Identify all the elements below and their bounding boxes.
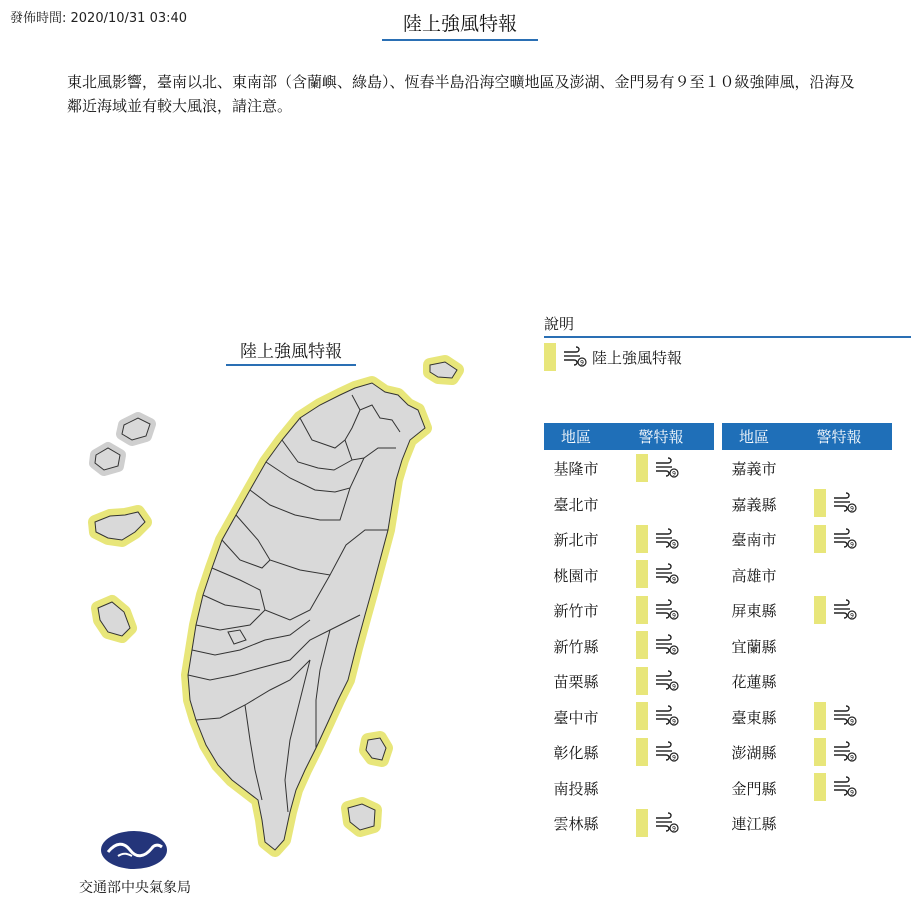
warning-indicator — [786, 525, 858, 553]
region-name: 嘉義縣 — [731, 495, 777, 514]
strong-wind-icon — [832, 599, 858, 621]
table-row — [544, 592, 714, 628]
table-row — [722, 628, 892, 664]
strong-wind-icon — [654, 705, 680, 727]
strong-wind-icon — [832, 705, 858, 727]
svg-text:9: 9 — [850, 505, 854, 513]
warning-indicator — [608, 738, 680, 766]
warning-swatch — [636, 631, 648, 659]
strong-wind-icon — [654, 670, 680, 692]
warning-swatch — [814, 525, 826, 553]
table-row — [722, 770, 892, 806]
column-header-area: 地區 — [560, 428, 591, 446]
svg-text:9: 9 — [850, 789, 854, 797]
warning-swatch — [814, 738, 826, 766]
warning-indicator — [786, 702, 858, 730]
table-row — [722, 734, 892, 770]
region-name: 宜蘭縣 — [731, 637, 777, 656]
legend-item — [544, 343, 682, 371]
strong-wind-icon — [832, 741, 858, 763]
warning-swatch — [636, 560, 648, 588]
svg-text:9: 9 — [672, 647, 676, 655]
region-name: 屏東縣 — [731, 602, 777, 621]
region-name: 嘉義市 — [731, 460, 777, 479]
table-row — [722, 450, 892, 486]
legend-heading: 說明 — [544, 313, 911, 338]
table-row — [722, 486, 892, 522]
strong-wind-icon — [654, 599, 680, 621]
region-name: 彰化縣 — [553, 744, 599, 763]
warning-indicator — [786, 773, 858, 801]
region-name: 新竹市 — [553, 602, 599, 621]
svg-text:9: 9 — [672, 754, 676, 762]
region-table-right — [722, 423, 892, 841]
table-row — [722, 557, 892, 593]
warning-swatch — [814, 596, 826, 624]
warning-indicator — [786, 738, 858, 766]
svg-text:9: 9 — [672, 612, 676, 620]
svg-text:9: 9 — [672, 718, 676, 726]
legend-label: 陸上強風特報 — [592, 348, 683, 367]
svg-text:9: 9 — [850, 754, 854, 762]
table-row — [722, 699, 892, 735]
table-row — [544, 699, 714, 735]
strong-wind-icon — [832, 776, 858, 798]
strong-wind-icon — [654, 457, 680, 479]
table-row — [544, 770, 714, 806]
warning-description: 東北風影響，臺南以北、東南部（含蘭嶼、綠島）、恆春半島沿海空曠地區及澎湖、金門易有９至１０級強陣風，沿海及鄰近海域並有較大風浪，請注意。 — [67, 73, 855, 115]
table-row — [722, 521, 892, 557]
region-name: 金門縣 — [731, 779, 777, 798]
region-name: 臺北市 — [553, 495, 599, 514]
strong-wind-icon — [832, 528, 858, 550]
region-name: 新竹縣 — [553, 637, 599, 656]
warning-swatch — [814, 489, 826, 517]
warning-indicator — [608, 702, 680, 730]
table-row — [544, 734, 714, 770]
svg-text:9: 9 — [672, 576, 676, 584]
region-name: 臺南市 — [731, 531, 777, 550]
warning-indicator — [608, 525, 680, 553]
table-row — [722, 805, 892, 841]
region-name: 基隆市 — [553, 460, 599, 479]
warning-indicator — [786, 596, 858, 624]
warning-indicator — [786, 489, 858, 517]
svg-text:9: 9 — [580, 359, 584, 367]
warning-swatch — [636, 596, 648, 624]
warning-swatch — [636, 454, 648, 482]
warning-swatch — [636, 667, 648, 695]
table-row — [544, 557, 714, 593]
warning-swatch — [544, 343, 556, 371]
region-name: 臺中市 — [553, 708, 599, 727]
table-row — [544, 486, 714, 522]
region-name: 新北市 — [553, 531, 599, 550]
warning-indicator — [608, 560, 680, 588]
region-name: 連江縣 — [731, 815, 777, 834]
warning-swatch — [636, 702, 648, 730]
strong-wind-icon — [654, 528, 680, 550]
table-row — [544, 663, 714, 699]
table-row — [544, 628, 714, 664]
region-name: 臺東縣 — [731, 708, 777, 727]
strong-wind-icon — [654, 634, 680, 656]
column-header-warning: 警特報 — [638, 428, 684, 446]
strong-wind-icon — [562, 346, 588, 368]
warning-swatch — [636, 809, 648, 837]
svg-text:9: 9 — [672, 541, 676, 549]
svg-text:9: 9 — [672, 470, 676, 478]
strong-wind-icon — [654, 812, 680, 834]
svg-text:9: 9 — [850, 612, 854, 620]
warning-indicator — [608, 454, 680, 482]
strong-wind-icon — [832, 492, 858, 514]
table-row — [544, 805, 714, 841]
column-header-warning: 警特報 — [816, 428, 862, 446]
warning-swatch — [636, 525, 648, 553]
warning-swatch — [814, 773, 826, 801]
column-header-area: 地區 — [738, 428, 769, 446]
issue-time: 發佈時間: 2020/10/31 03:40 — [10, 11, 188, 26]
strong-wind-icon — [654, 741, 680, 763]
table-header — [722, 423, 892, 450]
table-row — [722, 592, 892, 628]
table-header — [544, 423, 714, 450]
warning-swatch — [636, 738, 648, 766]
svg-text:9: 9 — [672, 683, 676, 691]
region-name: 澎湖縣 — [731, 744, 777, 763]
warning-indicator — [608, 809, 680, 837]
region-name: 桃園市 — [553, 566, 599, 585]
region-name: 南投縣 — [553, 779, 599, 798]
region-name: 高雄市 — [731, 566, 777, 585]
region-name: 雲林縣 — [553, 815, 599, 834]
svg-text:9: 9 — [850, 718, 854, 726]
region-name: 苗栗縣 — [553, 673, 599, 692]
table-row — [544, 450, 714, 486]
warning-indicator — [608, 596, 680, 624]
cwb-logo — [100, 830, 168, 870]
map-title: 陸上強風特報 — [226, 337, 356, 366]
table-row — [544, 521, 714, 557]
agency-name: 交通部中央氣象局 — [79, 880, 191, 896]
strong-wind-icon — [654, 563, 680, 585]
region-name: 花蓮縣 — [731, 673, 777, 692]
svg-text:9: 9 — [672, 825, 676, 833]
svg-text:9: 9 — [850, 541, 854, 549]
warning-swatch — [814, 702, 826, 730]
table-row — [722, 663, 892, 699]
warning-indicator — [608, 667, 680, 695]
page-title: 陸上強風特報 — [382, 9, 538, 41]
warning-indicator — [608, 631, 680, 659]
region-table-left — [544, 423, 714, 841]
